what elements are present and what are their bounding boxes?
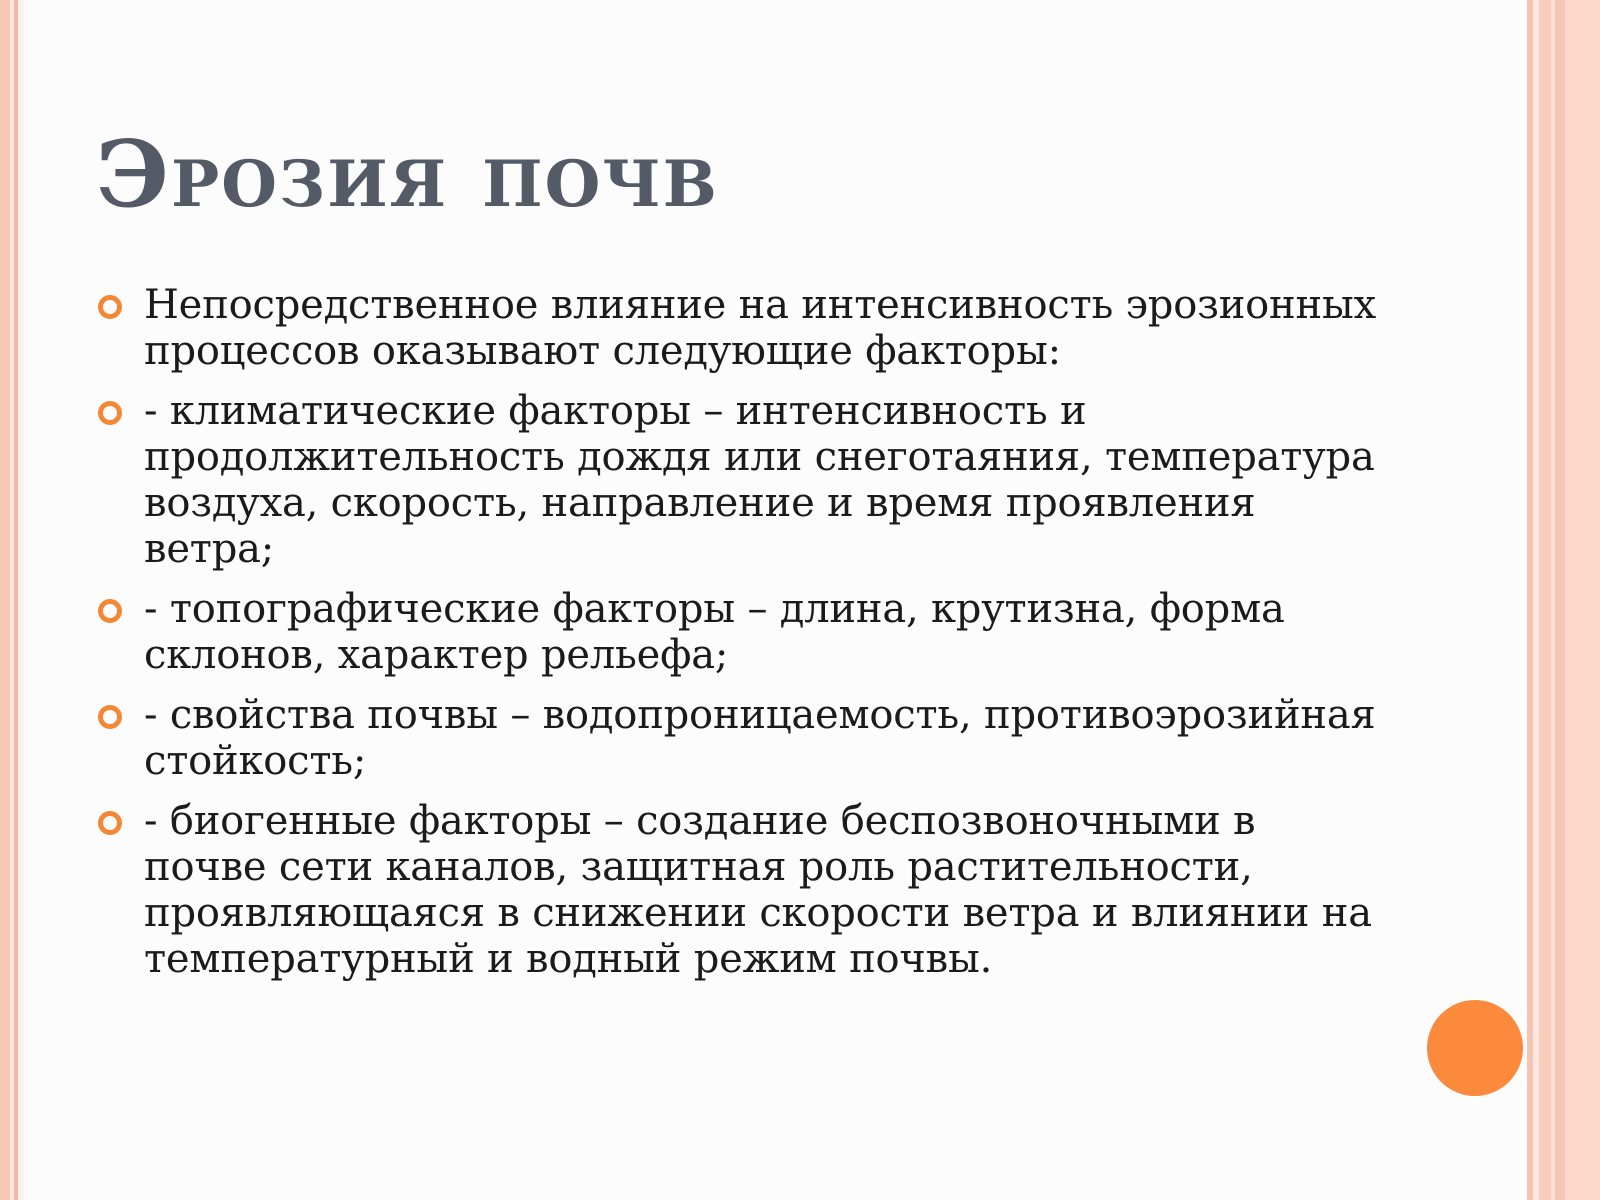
- circle-outline-icon: [98, 705, 122, 729]
- slide-title: Эрозия почв: [96, 120, 719, 228]
- bullet-text: - биогенные факторы – создание беспозвоночными в почве сети каналов, защитная роль растительности, проявляющаяся в снижении скорости ветра и влиянии на температурный и водный режим почвы.: [144, 798, 1372, 982]
- circle-outline-icon: [98, 811, 122, 835]
- left-border-stripe: [18, 0, 24, 1200]
- bullet-item: [144, 586, 1384, 678]
- right-border-stripe: [1539, 0, 1551, 1200]
- circle-outline-icon: [98, 295, 122, 319]
- bullet-item: [144, 388, 1384, 572]
- circle-outline-icon: [98, 401, 122, 425]
- bullet-text: - свойства почвы – водопроницаемость, противоэрозийная стойкость;: [144, 692, 1376, 784]
- bullet-item: [144, 692, 1384, 784]
- right-border-stripe: [1565, 0, 1600, 1200]
- circle-outline-icon: [98, 599, 122, 623]
- bullet-text: - климатические факторы – интенсивность и продолжительность дождя или снеготаяния, температура воздуха, скорость, направление и время проявления ветра;: [144, 388, 1375, 572]
- bullet-list: [144, 282, 1384, 996]
- bullet-text: - топографические факторы – длина, крутизна, форма склонов, характер рельефа;: [144, 586, 1285, 678]
- right-border-stripe: [1555, 0, 1565, 1200]
- decorative-orange-circle: [1427, 1000, 1523, 1096]
- bullet-item: [144, 282, 1384, 374]
- bullet-item: [144, 798, 1384, 982]
- left-border-stripe: [0, 0, 10, 1200]
- bullet-text: Непосредственное влияние на интенсивность эрозионных процессов оказывают следующие факторы:: [144, 282, 1376, 374]
